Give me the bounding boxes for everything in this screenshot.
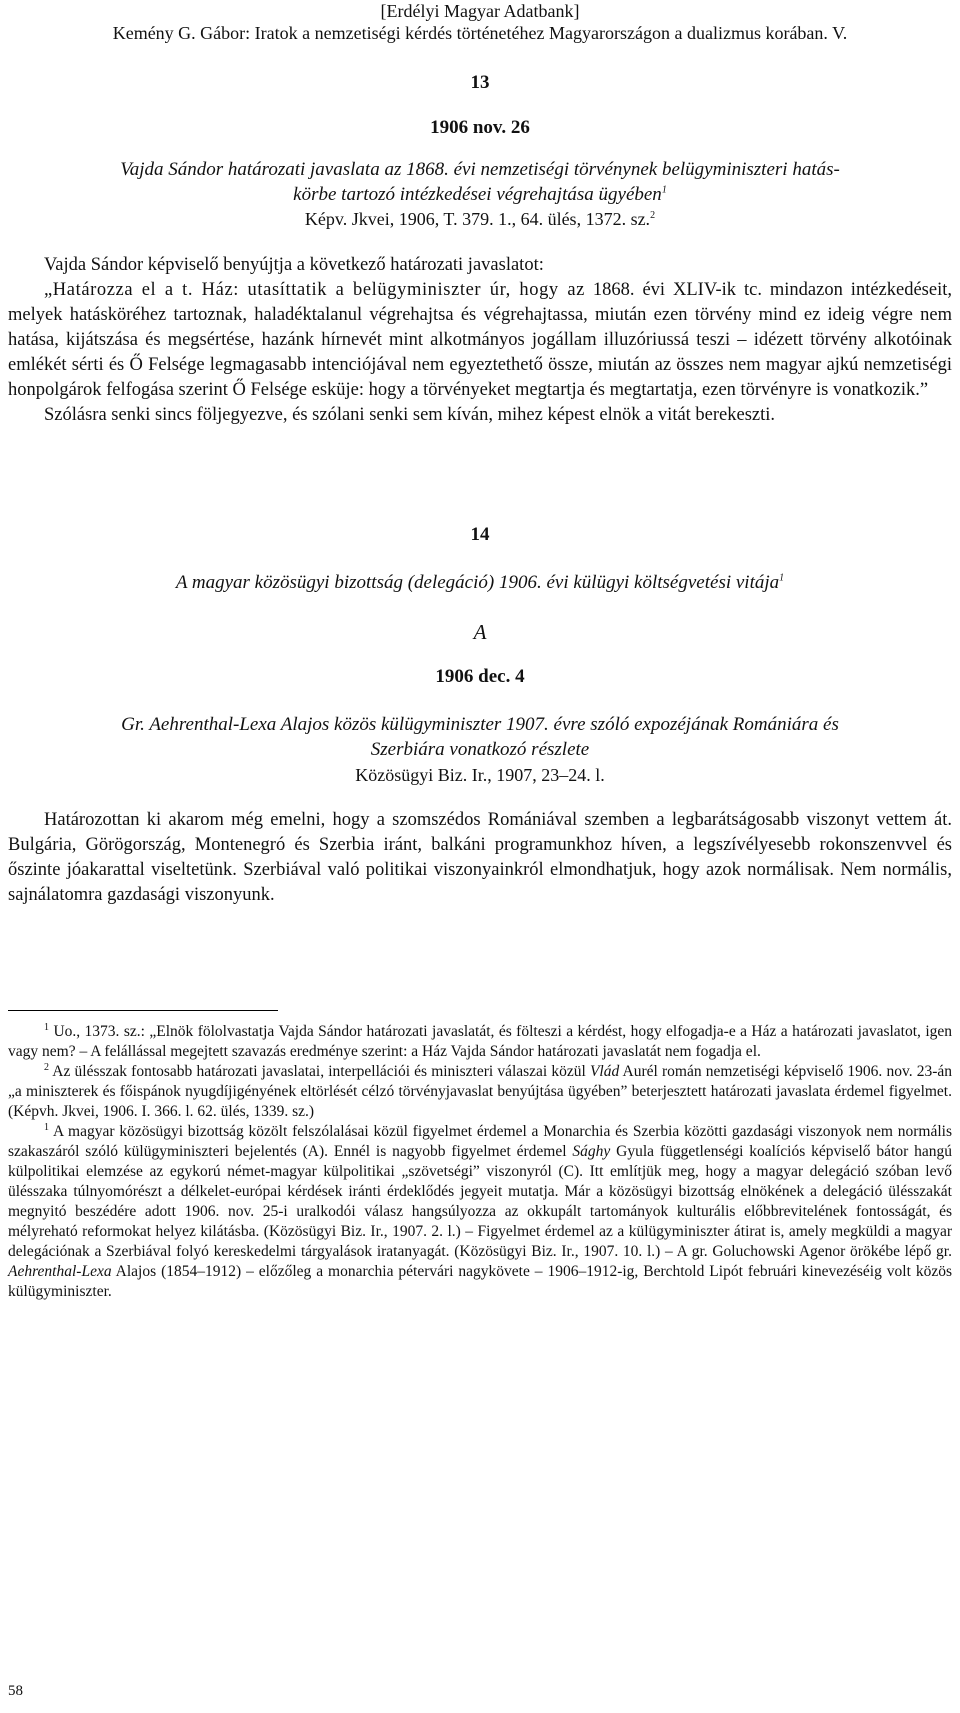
header-line-1: [Erdélyi Magyar Adatbank] <box>380 1 580 21</box>
paragraph-expose: Határozottan ki akarom még emelni, hogy a szomszédos Romániával szemben a legbarátságosabb viszonyt vettem át. Bulgária, Görögország, Montenegró és Szerbia iránt, balkáni programunkhoz híven, a legszívélyesebb rokonszenvvel és őszinte jóakarattal viseltetünk. Szerbiával való politikai viszonyainkról elmondhatjuk, hogy azok normálisak. Nem normális, sajnálatomra gazdasági viszonyunk. <box>8 810 952 905</box>
footnote-3-text-a: A magyar közösügyi bizottság közölt felszólalásai közül figyelmet érdemel a Monarchia és Szerbia közötti gazdasági viszonyok nem normális szakaszáról szóló külügyminiszteri bejelentés (A). Ennél is nagyobb figyelmet érdemel <box>8 1123 952 1160</box>
title-line-2-text: körbe tartozó intézkedései végrehajtása ügyében <box>293 184 662 205</box>
document-body-13 <box>8 253 952 428</box>
footnote-mark-2: 2 <box>44 1061 49 1073</box>
footnote-2 <box>8 1062 952 1122</box>
footnote-3-name-2: Aehrenthal-Lexa <box>8 1263 112 1280</box>
document-date-14: 1906 dec. 4 <box>435 666 525 687</box>
document-subtitle-14 <box>0 712 960 762</box>
subsection-letter: A <box>473 620 487 644</box>
footnote-ref-1[interactable]: 1 <box>661 184 667 196</box>
footnote-2-name: Vlád <box>589 1063 620 1080</box>
footnote-3-name-1: Sághy <box>572 1143 611 1160</box>
footnote-3 <box>8 1122 952 1302</box>
footnote-2-text-b: Aurél román nemzetiségi képviselő 1906. nov. 23-án „a miniszterek és főispánok nyugdíjigényének eltörlését célzó törvényjavaslat benyújtása ügyében” beterjesztett határozati javaslata érdemel figyelmet. (Képvh. Jkvei, 1906. I. 366. l. 62. ülés, 1339. sz.) <box>8 1063 953 1120</box>
document-source-14: Közösügyi Biz. Ir., 1907, 23–24. l. <box>355 765 605 785</box>
paragraph-intro: Vajda Sándor képviselő benyújtja a következő határozati javaslatot: <box>44 255 544 275</box>
footnotes <box>8 1022 952 1302</box>
footnote-1-text: Uo., 1373. sz.: „Elnök fölolvastatja Vajda Sándor határozati javaslatát, és fölteszi a kérdést, hogy elfogadja-e a Ház a határozati javaslatot, igen vagy nem? – A felállással megejtett szavazás eredménye szerint: a Ház Vajda Sándor határozati javaslatát nem fogadja el. <box>8 1023 953 1060</box>
title-line-1: Vajda Sándor határozati javaslata az 1868. évi nemzetiségi törvénynek belügyminiszteri hatás- <box>120 159 840 180</box>
footnote-2-text-a: Az ülésszak fontosabb határozati javaslatai, interpellációi és miniszteri válaszai közül <box>52 1063 590 1080</box>
document-number-14: 14 <box>470 524 490 545</box>
motion-text: 1868. évi XLIV-ik tc. mindazon intézkedéseit, melyek hatásköréhez tartoznak, haladéktalanul végrehajtsa és végrehajtassa, miután ezen törvény mind ez ideig végre nem hatása, kijátszása és megsértése, hazánk hírnevét mint alkotmányos jogállam illuzóriussá teszi – idézett törvény alkotóinak emlékét sérti és Ő Felsége legmagasabb intenciójával nem egyeztethető össze, miután az összes nem magyar ajkú nemzetiségi honpolgárok felfogása szerint Ő Felsége esküje: hogy a törvényeket megtartja és megtartatja, ezen törvényre is vonatkozik.” <box>8 280 952 400</box>
subtitle-line-1: Gr. Aehrenthal-Lexa Alajos közös külügyminiszter 1907. évre szóló expozéjának Romániára és <box>121 714 839 735</box>
document-body-14 <box>8 808 952 908</box>
source-text: Képv. Jkvei, 1906, T. 379. 1., 64. ülés, 1372. sz. <box>304 209 651 229</box>
footnote-1 <box>8 1022 952 1062</box>
footnote-mark-3: 1 <box>44 1121 49 1133</box>
footnote-ref-2[interactable]: 2 <box>650 210 656 221</box>
page-header <box>0 0 960 44</box>
document-source-13 <box>0 209 960 230</box>
document-title-13 <box>0 157 960 207</box>
footnote-divider <box>8 1010 278 1011</box>
footnote-3-text-c: Alajos (1854–1912) – előzőleg a monarchia pétervári nagykövete – 1906–1912-ig, Berchtold Lipót februári kinevezéséig volt közös külügyminiszter. <box>8 1263 952 1300</box>
footnote-3-text-b: Gyula függetlenségi koalíciós képviselő bátor hangú külpolitikai elemzése az egykorú német-magyar külpolitikai „szövetségi” viszonyról (C). Itt említjük meg, hogy a magyar delegáció szóban levő ülésszaka túlnyomórészt a délkelet-európai kérdések iránti érdeklődés jegyeit mutatja. Már a közösügyi bizottság elnökének a delegáció ülésszakát megnyitó beszédére adott 1906. nov. 25-i uralkodói válasz hangsúlyozza az okkupált tartományok kulturális előbbrevitelének fontosságát, és mélyreható reformokat helyez kilátásba. (Közösügyi Biz. Ir., 1907. 2. l.) – Figyelmet érdemel az a külügyminiszter átirat is, amely megküldi a magyar delegációnak a Szerbiával folyó kereskedelmi tárgyalások iratanyagát. (Közösügyi Biz. Ir., 1907. 10. l.) – A gr. Goluchowski Agenor örökébe lépő gr. <box>8 1143 952 1260</box>
paragraph-closing: Szólásra senki sincs följegyezve, és szólani senki sem kíván, mihez képest elnök a vitát berekeszti. <box>44 405 776 425</box>
page-number: 58 <box>8 1683 23 1699</box>
document-title-14 <box>0 570 960 595</box>
document-date-13: 1906 nov. 26 <box>430 117 530 138</box>
footnote-ref-14-1[interactable]: 1 <box>779 572 785 584</box>
footnote-mark-1: 1 <box>44 1021 49 1033</box>
document-number-13: 13 <box>470 72 490 93</box>
motion-spaced-text: „Határozza el a t. Ház: utasíttatik a belügyminiszter úr, hogy az <box>44 280 585 300</box>
subtitle-line-2: Szerbiára vonatkozó részlete <box>370 739 590 760</box>
paragraph-motion <box>8 278 952 403</box>
header-line-2: Kemény G. Gábor: Iratok a nemzetiségi kérdés történetéhez Magyarországon a dualizmus korában. V. <box>112 23 848 43</box>
title-line-2 <box>0 182 960 207</box>
title-text-14: A magyar közösügyi bizottság (delegáció) 1906. évi külügyi költségvetési vitája <box>175 572 780 593</box>
